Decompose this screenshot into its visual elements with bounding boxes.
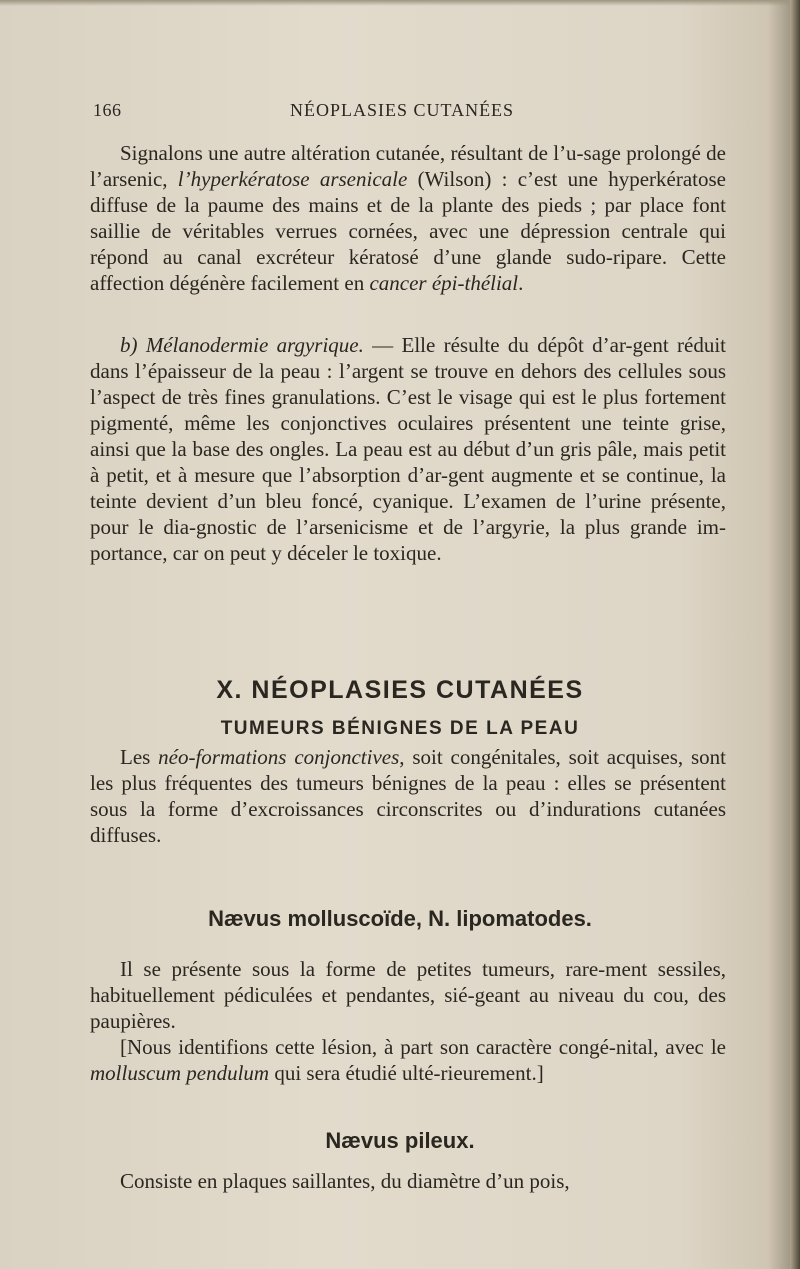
paragraph-connective-neoformations: Les néo-formations conjonctives, soit congénitales, soit acquises, sont les plus fréquentes des tumeurs bénignes de la peau : elles se présentent sous la forme d’excroissances circonscrites ou d’indurations cutanées diffuses. (90, 745, 726, 847)
page-header (0, 98, 800, 128)
paragraph-naevus-molluscoide-description: Il se présente sous la forme de petites tumeurs, rare-ment sessiles, habituellement pédiculées et pendantes, sié-geant au niveau du cou, des paupières. (90, 957, 726, 1033)
heading-naevus-molluscoide: Nævus molluscoïde, N. lipomatodes. (208, 906, 592, 931)
page-top-shadow (0, 0, 800, 6)
page-binding-edge (790, 0, 800, 1269)
subsection-title: TUMEURS BÉNIGNES DE LA PEAU (220, 718, 580, 739)
paragraph-argyric-melanodermia: b) Mélanodermie argyrique. — Elle résulte du dépôt d’ar-gent réduit dans l’épaisseur de la peau : l’argent se trouve en dehors des cellules sous l’aspect de très fines granulations. C’est le visage qui est le plus fortement pigmenté, même les conjonctives oculaires présentent une teinte grise, ainsi que la base des ongles. La peau est au début d’un gris pâle, mais petit à petit, et à mesure que l’absorption d’ar-gent augmente et se continue, la teinte devient d’un bleu foncé, cyanique. L’examen de l’urine présente, pour le dia-gnostic de l’arsenicisme et de l’argyrie, la plus grande im-portance, car on peut y déceler le toxique. (90, 333, 726, 565)
page-number: 166 (93, 100, 122, 120)
heading-naevus-pileux: Nævus pileux. (325, 1128, 475, 1153)
running-head: NÉOPLASIES CUTANÉES (290, 100, 515, 120)
paragraph-arsenical-hyperkeratosis: Signalons une autre altération cutanée, résultant de l’u-sage prolongé de l’arsenic, l’hyperkératose arsenicale (Wilson) : c’est une hyperkératose diffuse de la paume des mains et de la plante des pieds ; par place font saillie de véritables verrues cornées, avec une dépression centrale qui répond au canal excréteur kératosé d’une glande sudo-ripare. Cette affection dégénère facilement en cancer épi-thélial. (90, 141, 726, 295)
paragraph-molluscum-pendulum-note: [Nous identifions cette lésion, à part son caractère congé-nital, avec le molluscum pendulum qui sera étudié ulté-rieurement.] (90, 1035, 726, 1085)
paragraph-naevus-pileux-description: Consiste en plaques saillantes, du diamètre d’un pois, (120, 1169, 570, 1193)
section-title: X. NÉOPLASIES CUTANÉES (216, 676, 584, 704)
